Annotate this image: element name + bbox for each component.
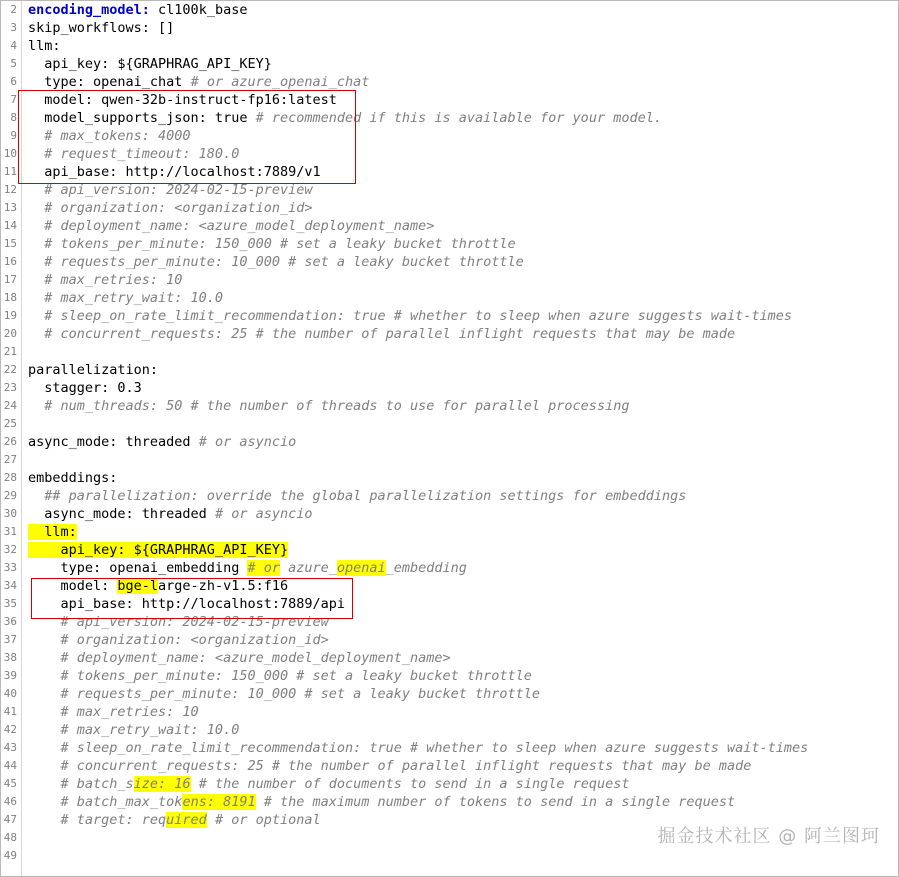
watermark: 掘金技术社区 @ 阿兰图珂 [657,826,880,847]
code-line[interactable] [1,721,898,739]
line-number: 45 [3,777,17,790]
code-text [20,613,898,631]
line-number: 3 [10,21,17,34]
code-text [20,127,898,145]
code-text [20,199,898,217]
code-text [20,667,898,685]
token: model_supports_json: true [28,110,256,126]
code-text [20,721,898,739]
line-number: 27 [3,453,17,466]
highlighted-token: bge-l [117,578,159,594]
code-text [20,631,898,649]
code-text [20,361,898,379]
token: # deployment_name: <azure_model_deployment_name> [28,650,451,666]
code-text [20,91,898,109]
line-number: 24 [3,399,17,412]
code-text [20,379,898,397]
line-number: 43 [3,741,17,754]
highlighted-token: openai [336,560,386,576]
token: # api_version: 2024-02-15-preview [28,182,313,198]
line-number: 21 [3,345,17,358]
code-text [20,685,898,703]
token: model: [28,578,118,594]
line-number: 29 [3,489,17,502]
code-line[interactable] [1,523,898,541]
line-number: 38 [3,651,17,664]
token: # or optional [206,812,321,828]
token: # deployment_name: <azure_model_deployment_name> [28,218,435,234]
code-text [20,433,898,451]
code-line[interactable] [1,145,898,163]
code-line[interactable] [1,739,898,757]
line-number: 6 [10,75,17,88]
line-number: 39 [3,669,17,682]
token: async_mode: threaded [28,434,199,450]
line-number: 20 [3,327,17,340]
code-text [20,757,898,775]
token: # batch_max_tok [28,794,183,810]
code-text [20,541,898,559]
code-line[interactable] [1,1,898,19]
line-number: 25 [3,417,17,430]
highlighted-token: ize: 16 [133,776,191,792]
token: # the maximum number of tokens to send in a single request [255,794,736,810]
code-line[interactable] [1,757,898,775]
line-number: 30 [3,507,17,520]
code-text [20,595,898,613]
token: api_base: http://localhost:7889/api [28,596,345,612]
code-line[interactable] [1,469,898,487]
code-line[interactable] [1,847,898,865]
code-line[interactable] [1,55,898,73]
code-line[interactable] [1,127,898,145]
line-number: 42 [3,723,17,736]
token: # max_retry_wait: 10.0 [28,290,224,306]
token: # sleep_on_rate_limit_recommendation: true # whether to sleep when azure suggests wait-times [28,740,809,756]
code-line[interactable] [1,703,898,721]
line-number: 14 [3,219,17,232]
token: # num_threads: 50 # the number of threads to use for parallel processing [28,398,630,414]
token: type: openai_chat [28,74,191,90]
token: # tokens_per_minute: 150_000 # set a leaky bucket throttle [28,668,532,684]
code-text [20,523,898,541]
highlighted-token: ens: 8191 [182,794,256,810]
code-text [20,271,898,289]
line-number: 34 [3,579,17,592]
code-line[interactable] [1,19,898,37]
code-line[interactable] [1,253,898,271]
line-number: 12 [3,183,17,196]
code-line[interactable] [1,379,898,397]
highlighted-token: llm: [28,524,77,540]
line-number: 31 [3,525,17,538]
code-area[interactable] [1,1,898,865]
code-text [20,73,898,91]
code-text [20,505,898,523]
code-text [20,217,898,235]
line-number: 18 [3,291,17,304]
code-text [20,289,898,307]
code-line[interactable] [1,163,898,181]
code-line[interactable] [1,307,898,325]
code-line[interactable] [1,505,898,523]
code-text [20,307,898,325]
line-number: 44 [3,759,17,772]
line-number: 9 [10,129,17,142]
code-text [20,739,898,757]
token: api_key: ${GRAPHRAG_API_KEY} [28,56,272,72]
code-line[interactable] [1,541,898,559]
line-number: 23 [3,381,17,394]
code-line[interactable] [1,343,898,361]
code-text [20,775,898,793]
code-line[interactable] [1,199,898,217]
token: # max_retry_wait: 10.0 [28,722,240,738]
line-number: 19 [3,309,17,322]
code-line[interactable] [1,271,898,289]
code-line[interactable] [1,397,898,415]
line-number: 10 [3,147,17,160]
line-number: 13 [3,201,17,214]
code-text [20,397,898,415]
code-text [20,793,898,811]
token: model: qwen-32b-instruct-fp16:latest [28,92,337,108]
code-line[interactable] [1,649,898,667]
token: # the number of documents to send in a single request [190,776,630,792]
code-line[interactable] [1,487,898,505]
code-line[interactable] [1,433,898,451]
code-text [20,577,898,595]
token: # organization: <organization_id> [28,632,329,648]
token: # or asyncio [214,506,313,522]
token: # or asyncio [198,434,297,450]
line-number: 36 [3,615,17,628]
code-line[interactable] [1,235,898,253]
code-text [20,109,898,127]
token: # max_tokens: 4000 [28,128,191,144]
token: parallelization: [28,362,159,378]
token: # organization: <organization_id> [28,200,313,216]
token: # concurrent_requests: 25 # the number of parallel inflight requests that may be made [28,326,736,342]
line-number: 11 [3,165,17,178]
code-text [20,19,898,37]
line-number: 40 [3,687,17,700]
token: embeddings: [28,470,118,486]
token: # sleep_on_rate_limit_recommendation: true # whether to sleep when azure suggests wait-times [28,308,793,324]
code-line[interactable] [1,685,898,703]
line-number: 49 [3,849,17,862]
token: # target: req [28,812,167,828]
highlighted-token: uired [166,812,207,828]
line-number: 17 [3,273,17,286]
token: # request_timeout: 180.0 [28,146,240,162]
token: _embedding [385,560,467,576]
line-number: 16 [3,255,17,268]
code-line[interactable] [1,775,898,793]
token: skip_workflows: [] [28,20,175,36]
token: # api_version: 2024-02-15-preview [28,614,329,630]
code-line[interactable] [1,37,898,55]
line-number: 4 [10,39,17,52]
code-line[interactable] [1,667,898,685]
code-text [20,559,898,577]
code-line[interactable] [1,361,898,379]
line-number: 41 [3,705,17,718]
line-number: 32 [3,543,17,556]
code-line[interactable] [1,217,898,235]
line-number: 15 [3,237,17,250]
token: async_mode: threaded [28,506,215,522]
token: type: openai_embedding [28,560,248,576]
token: api_base: http://localhost:7889/v1 [28,164,321,180]
token: # or azure_openai_chat [190,74,370,90]
code-line[interactable] [1,559,898,577]
line-number: 2 [10,3,17,16]
code-text [20,37,898,55]
code-text [20,325,898,343]
highlighted-token: # or [247,560,280,576]
code-text [20,163,898,181]
highlighted-token: api_key: ${GRAPHRAG_API_KEY} [28,542,289,558]
token: # max_retries: 10 [28,704,199,720]
token: azure_ [279,560,337,576]
code-line[interactable] [1,109,898,127]
token: llm: [28,38,61,54]
token: # batch_s [28,776,134,792]
line-number: 33 [3,561,17,574]
code-line[interactable] [1,595,898,613]
line-number: 47 [3,813,17,826]
line-number: 5 [10,57,17,70]
line-number: 7 [10,93,17,106]
line-number: 22 [3,363,17,376]
code-line[interactable] [1,91,898,109]
code-text [20,55,898,73]
code-text [20,145,898,163]
line-number: 48 [3,831,17,844]
line-number: 28 [3,471,17,484]
line-number: 35 [3,597,17,610]
code-text [20,1,898,19]
code-text [20,253,898,271]
code-line[interactable] [1,289,898,307]
code-line[interactable] [1,181,898,199]
token: # requests_per_minute: 10_000 # set a leaky bucket throttle [28,686,541,702]
token: arge-zh-v1.5:f16 [158,578,289,594]
code-line[interactable] [1,613,898,631]
code-text [20,235,898,253]
token: # tokens_per_minute: 150_000 # set a leaky bucket throttle [28,236,516,252]
line-number: 37 [3,633,17,646]
code-line[interactable] [1,451,898,469]
token: # concurrent_requests: 25 # the number of parallel inflight requests that may be made [28,758,752,774]
line-number: 26 [3,435,17,448]
code-text [20,181,898,199]
code-line[interactable] [1,631,898,649]
code-text [20,469,898,487]
code-line[interactable] [1,325,898,343]
token: ## parallelization: override the global parallelization settings for embeddings [28,488,687,504]
token: encoding_model: [28,2,150,18]
token: # max_retries: 10 [28,272,183,288]
code-line[interactable] [1,415,898,433]
token: # recommended if this is available for your model. [255,110,662,126]
code-text [20,703,898,721]
code-line[interactable] [1,793,898,811]
line-number: 46 [3,795,17,808]
code-line[interactable] [1,577,898,595]
line-number: 8 [10,111,17,124]
code-text [20,487,898,505]
code-line[interactable] [1,73,898,91]
token: # requests_per_minute: 10_000 # set a leaky bucket throttle [28,254,524,270]
token: stagger: 0.3 [28,380,142,396]
code-text [20,649,898,667]
token: cl100k_base [149,2,248,18]
